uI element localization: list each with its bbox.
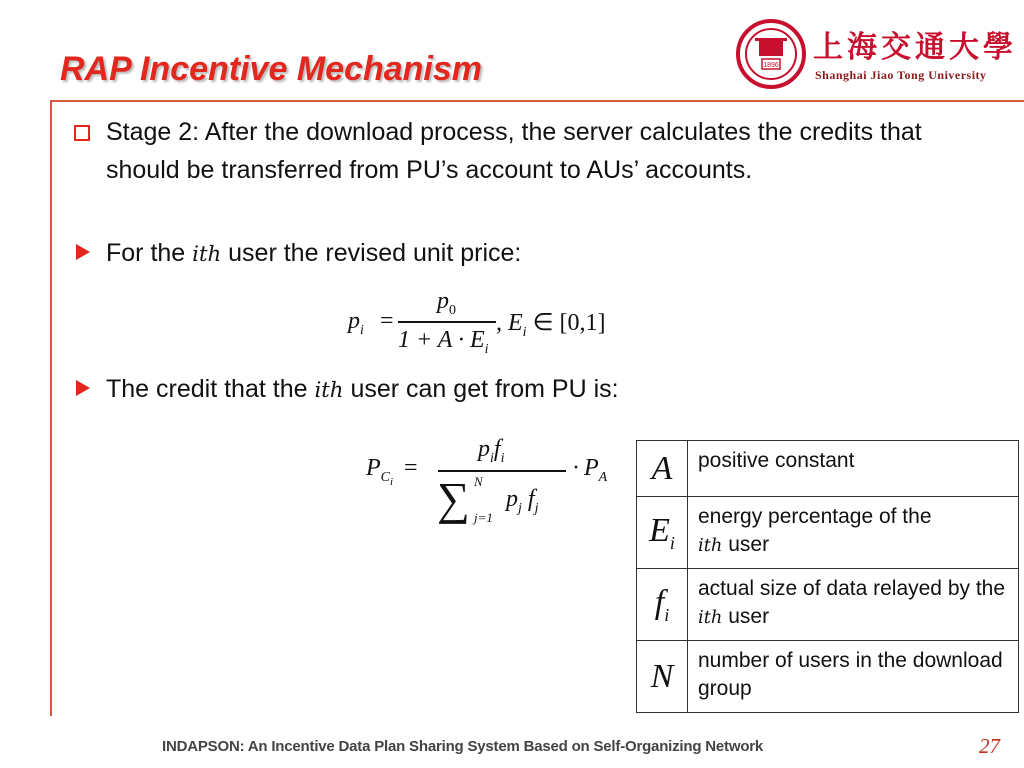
- ith-symbol: 𝑖𝑡ℎ: [314, 378, 344, 403]
- page-number: 27: [979, 734, 1000, 758]
- legend-description: positive constant: [688, 441, 1019, 497]
- bullet-credit: [106, 370, 619, 410]
- bullet-price-suffix: user the revised unit price:: [228, 239, 522, 267]
- legend-symbol: $E_i$: [637, 497, 688, 569]
- legend-symbol: N: [637, 641, 688, 713]
- bullet-unit-price: [106, 234, 521, 274]
- university-seal-icon: [735, 18, 809, 90]
- bullet-price-prefix: For the: [106, 239, 186, 267]
- slide-title: RAP Incentive Mechanism: [60, 50, 482, 88]
- arrow-bullet-icon: [76, 380, 90, 396]
- ith-symbol: 𝑖𝑡ℎ: [192, 242, 222, 267]
- bullet-credit-prefix: The credit that the: [106, 375, 308, 403]
- legend-description: actual size of data relayed by the 𝑖𝑡ℎ user: [688, 569, 1019, 641]
- legend-row: [637, 569, 1019, 641]
- checkbox-bullet-icon: [74, 125, 90, 141]
- logo-chinese-name: 上海交通大學: [813, 30, 1017, 65]
- arrow-bullet-icon: [76, 244, 90, 260]
- legend-row: [637, 641, 1019, 713]
- university-logo: [735, 18, 1017, 90]
- legend-symbol: $f_i$: [637, 569, 688, 641]
- legend-description: energy percentage of the 𝑖𝑡ℎ user: [688, 497, 1019, 569]
- bullet-credit-suffix: user can get from PU is:: [350, 375, 619, 403]
- legend-description: number of users in the download group: [688, 641, 1019, 713]
- header-rule: [50, 100, 1024, 102]
- seal-year: 1896: [763, 62, 779, 69]
- bullet-stage2: Stage 2: After the download process, the server calculates the credits that should be transferred from PU’s account to AUs’ accounts.: [106, 118, 922, 184]
- legend-row: [637, 441, 1019, 497]
- legend-row: [637, 497, 1019, 569]
- slide-footer: INDAPSON: An Incentive Data Plan Sharing System Based on Self-Organizing Network: [162, 738, 764, 755]
- side-rule: [50, 100, 52, 716]
- symbol-legend-table: [636, 440, 1019, 713]
- legend-symbol: A: [637, 441, 688, 497]
- logo-english-name: Shanghai Jiao Tong University: [815, 68, 987, 82]
